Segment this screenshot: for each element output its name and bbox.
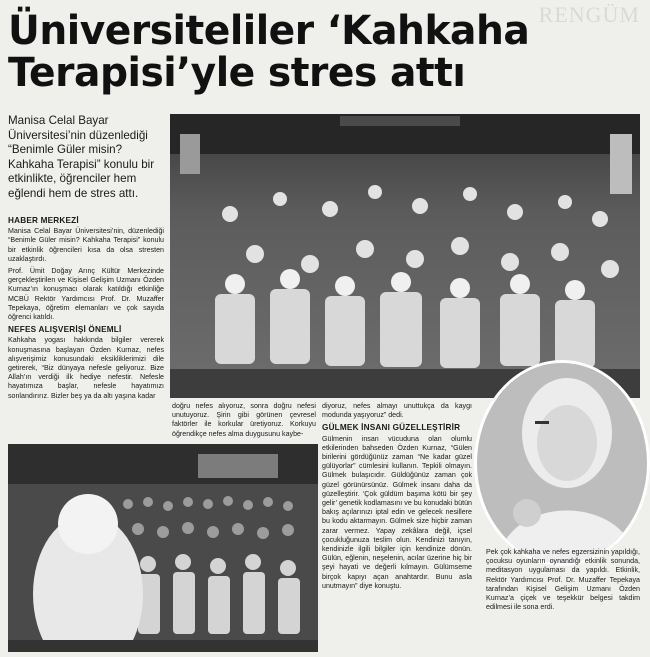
headline xyxy=(8,10,644,94)
subheading-laughter: GÜLMEK İNSANI GÜZELLEŞTİRİR xyxy=(322,423,461,433)
subheading-breathing: NEFES ALIŞVERİŞİ ÖNEMLİ xyxy=(8,325,122,335)
masthead-fragment: RENGÜM xyxy=(538,2,640,27)
column-1-paragraph-1: Manisa Celal Bayar Üniversitesi’nin, düzenlediği “Benimle Güler misin? Kahkaha Terapisi” konulu bir etkinlik öğrencileri kısa da olsa stresten uzaklaştırdı. xyxy=(8,227,164,263)
column-1-paragraph-2: Prof. Ümit Doğay Arınç Kültür Merkezinde gerçekleştirilen ve Kişisel Gelişim Uzmanı Özden Kurnaz’ın konuşmacı olarak katıldığı etkinliğe MCBÜ Rektör Yardımcısı Prof. Dr. Muzaffer Tepekaya, öğretim elemanları ve çok sayıda öğrenci katıldı. xyxy=(8,267,164,322)
byline: HABER MERKEZİ xyxy=(8,216,79,225)
audience-photo xyxy=(8,444,318,652)
crowd-photo xyxy=(170,114,640,398)
article-column-1 xyxy=(8,214,164,404)
article-column-2 xyxy=(172,402,316,442)
speaker-portrait xyxy=(474,360,650,566)
column-1-paragraph-3: Kahkaha yogası hakkında bilgiler vererek konuşmasına başlayan Özden Kurnaz, nefes alışverişimiz konusundaki eksikliklerimizi dile getirerek, “Biz dünyaya nefesle geliyoruz. Bize Allah’ın verdiği ilk hediye nefestir. Nefesle hayatımıza başlar, nefesle hayatımızı sonlandırırız. Bizler beş ya da altı yaşına kadar xyxy=(8,336,164,400)
column-3-paragraph-2: Gülmenin insan vücuduna olan olumlu etkilerinden bahseden Özden Kurnaz, “Gülen birilerini gördüğünüz zaman “Ne kadar güzel gülüyorlar” cümlesini kullanın. Tepkili olmayın. Gülmek bulaşıcıdır. Güldüğünüz zaman çok güzel görünürsünüz. Gülmek insanı daha da güzelleştirir. ‘Çok güldüm başıma kötü bir şey gelir’ genetik kodlamasını ve bu konudaki bütün bakış açılarınızı iptal edin ve gelecek nesillere bu kodu aktarmayın. Gülmek size hiçbir zaman zarar vermez. Yapay zekâlara değil, içsel çocukluğunuza teslim olun. Kendinizi tanıyın, kendinizle ilgili bilgiler için kendinize dönün. Gülün, eğlenin, neşelenin, acılar üzerine hiç bir şeyi hayati ve değerli kılmayın. Gülümseme birçok kapıyı açan anahtardır. Bunu asla unutmayın” diye konuştu. xyxy=(322,434,472,590)
headline-line-1: Üniversiteliler ‘Kahkaha xyxy=(8,8,530,54)
column-2-paragraph-1: doğru nefes alıyoruz, sonra doğru nefesi unutuyoruz. Şirin gibi görünen çevresel faktörler ile korkular üretiyoruz. Korkuyu öğrendikçe nefes alma duygusunu kaybe- xyxy=(172,402,316,438)
headline-line-2: Terapisi’yle stres attı xyxy=(8,50,466,96)
lead-paragraph: Manisa Celal Bayar Üniversitesi’nin düzenlediği “Benimle Güler misin? Kahkaha Terapisi” konulu bir etkinlikte, öğrenciler hem eğlendi hem de stres attı. xyxy=(8,114,155,200)
article-column-3 xyxy=(322,402,472,594)
column-3-paragraph-1: diyoruz, nefes almayı unuttukça da kaygı modunda yaşıyoruz” dedi. xyxy=(322,402,472,420)
column-4-paragraph-1: Pek çok kahkaha ve nefes egzersizinin yapıldığı, çocuksu oyunların oynandığı etkinlik sonunda, meditasyon uygulaması da yapıldı. Etkinlik, Rektör Yardımcısı Prof. Dr. Muzaffer Tepekaya tarafından Kişisel Gelişim Uzmanı Özden Kurnaz’a çiçek ve teşekkür belgesi takdim edilmesi ile sona erdi. xyxy=(486,548,640,612)
article-column-4 xyxy=(486,548,640,615)
